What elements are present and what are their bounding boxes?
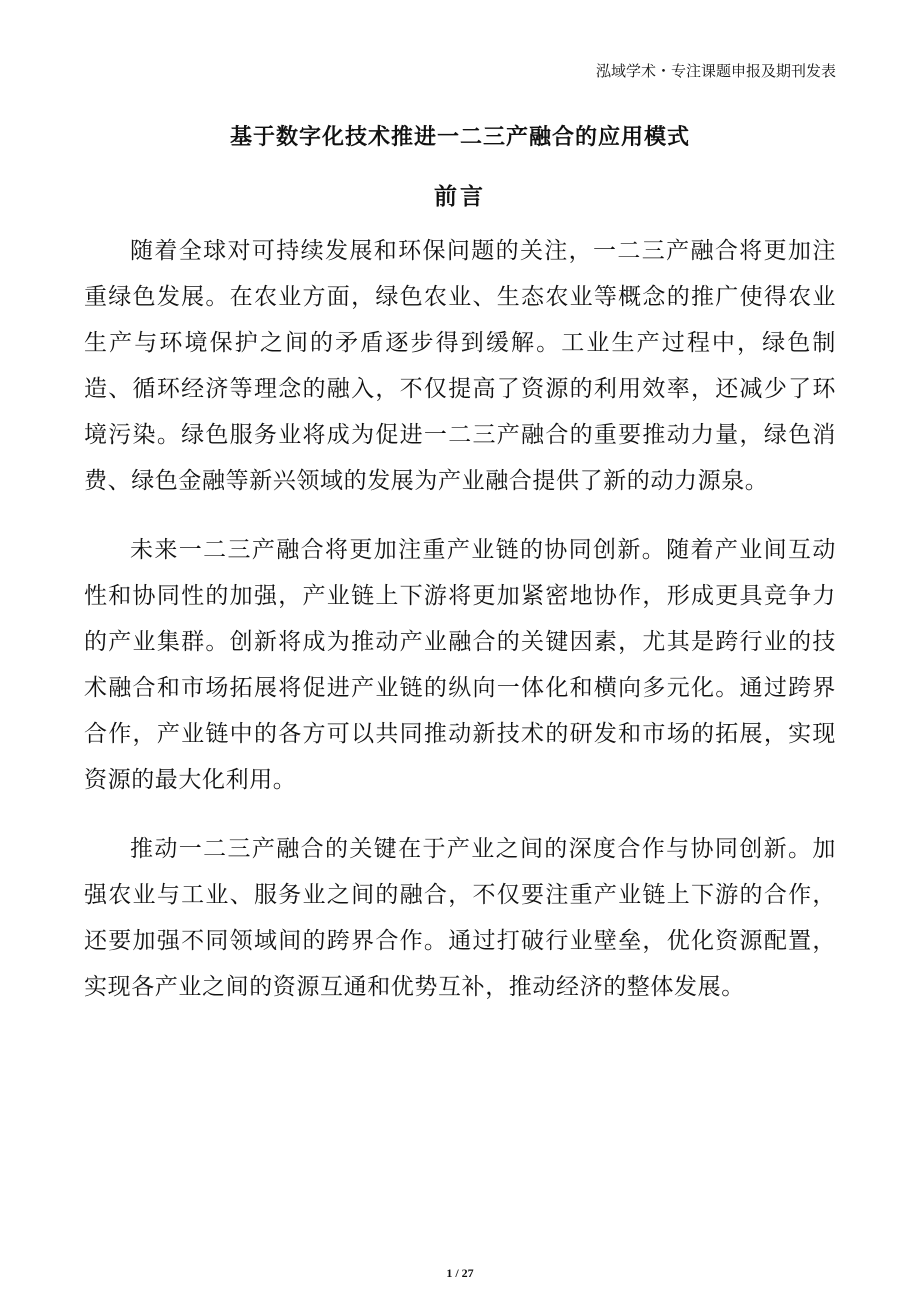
- document-body: [84, 228, 836, 1033]
- header-branding: 泓域学术・专注课题申报及期刊发表: [595, 62, 836, 80]
- page-number: 1 / 27: [446, 1266, 474, 1280]
- paragraph: 随着全球对可持续发展和环保问题的关注，一二三产融合将更加注重绿色发展。在农业方面，绿色农业、生态农业等概念的推广使得农业生产与环境保护之间的矛盾逐步得到缓解。工业生产过程中，绿色制造、循环经济等理念的融入，不仅提高了资源的利用效率，还减少了环境污染。绿色服务业将成为促进一二三产融合的重要推动力量，绿色消费、绿色金融等新兴领域的发展为产业融合提供了新的动力源泉。: [84, 238, 836, 494]
- document-title: 基于数字化技术推进一二三产融合的应用模式: [229, 125, 690, 150]
- section-heading: 前言: [434, 184, 486, 210]
- paragraph: 推动一二三产融合的关键在于产业之间的深度合作与协同创新。加强农业与工业、服务业之间的融合，不仅要注重产业链上下游的合作，还要加强不同领域间的跨界合作。通过打破行业壁垒，优化资源配置，实现各产业之间的资源互通和优势互补，推动经济的整体发展。: [84, 836, 836, 1000]
- paragraph: 未来一二三产融合将更加注重产业链的协同创新。随着产业间互动性和协同性的加强，产业链上下游将更加紧密地协作，形成更具竞争力的产业集群。创新将成为推动产业融合的关键因素，尤其是跨行业的技术融合和市场拓展将促进产业链的纵向一体化和横向多元化。通过跨界合作，产业链中的各方可以共同推动新技术的研发和市场的拓展，实现资源的最大化利用。: [84, 537, 836, 793]
